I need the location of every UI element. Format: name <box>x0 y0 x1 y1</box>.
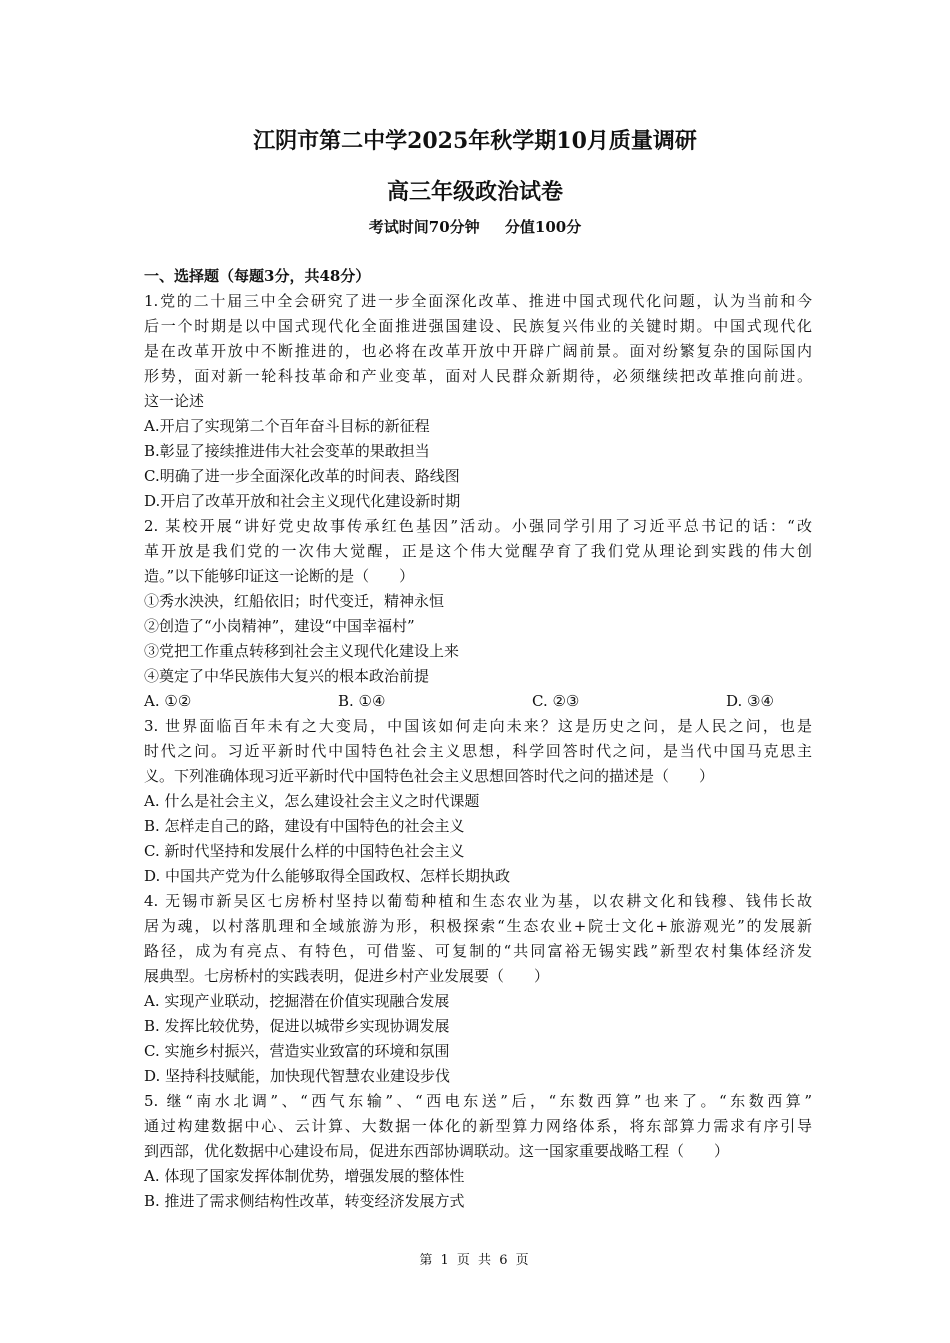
option-c: C. ②③ <box>532 692 580 710</box>
option-d: D. 坚持科技赋能，加快现代智慧农业建设步伐 <box>144 1067 451 1085</box>
page-footer: 第 1 页 共 6 页 <box>419 1253 531 1268</box>
statement-4: ④奠定了中华民族伟大复兴的根本政治前提 <box>144 667 430 685</box>
question-text-line: 居为魂，以村落肌理和全域旅游为形，积极探索“生态农业+院士文化+旅游观光”的发展新 <box>144 917 812 935</box>
question-text-line: 5. 继“南水北调”、“西气东输”、“西电东送”后，“东数西算”也来了。“东数西算” <box>144 1092 812 1110</box>
question-text-line: 4. 无锡市新吴区七房桥村坚持以葡萄种植和生态农业为基，以农耕文化和钱穆、钱伟长故 <box>144 892 812 910</box>
option-d: D. ③④ <box>726 692 774 710</box>
question-text-line: 革开放是我们党的一次伟大觉醒，正是这个伟大觉醒孕育了我们党从理论到实践的伟大创 <box>144 542 812 560</box>
option-a: A. 体现了国家发挥体制优势，增强发展的整体性 <box>144 1167 465 1185</box>
question-5 <box>144 1089 812 1214</box>
question-text-line: 时代之问。习近平新时代中国特色社会主义思想，科学回答时代之问，是当代中国马克思主 <box>144 742 812 760</box>
question-text-line: 这一论述 <box>144 392 205 410</box>
question-text-line: 展典型。七房桥村的实践表明，促进乡村产业发展要（ ） <box>144 967 550 985</box>
option-a: A. 什么是社会主义，怎么建设社会主义之时代课题 <box>144 792 480 810</box>
question-text-line: 义。下列准确体现习近平新时代中国特色社会主义思想回答时代之问的描述是（ ） <box>144 767 715 785</box>
option-c: C.明确了进一步全面深化改革的时间表、路线图 <box>144 467 460 485</box>
options-row <box>144 689 812 714</box>
statement-3: ③党把工作重点转移到社会主义现代化建设上来 <box>144 642 460 660</box>
question-text-line: 路径，成为有亮点、有特色，可借鉴、可复制的“共同富裕无锡实践”新型农村集体经济发 <box>144 942 812 960</box>
question-2 <box>144 514 812 714</box>
question-text-line: 1.党的二十届三中全会研究了进一步全面深化改革、推进中国式现代化问题，认为当前和今 <box>144 292 812 310</box>
option-b: B. 发挥比较优势，促进以城带乡实现协调发展 <box>144 1017 450 1035</box>
question-text-line: 形势，面对新一轮科技革命和产业变革，面对人民群众新期待，必须继续把改革推向前进。 <box>144 367 812 385</box>
option-b: B. ①④ <box>338 692 386 710</box>
statement-1: ①秀水泱泱，红船依旧；时代变迁，精神永恒 <box>144 592 445 610</box>
exam-time: 考试时间70分钟 <box>368 218 480 236</box>
exam-subtitle: 高三年级政治试卷 <box>386 179 563 205</box>
option-d: D. 中国共产党为什么能够取得全国政权、怎样长期执政 <box>144 867 511 885</box>
exam-title: 江阴市第二中学2025年秋学期10月质量调研 <box>253 128 697 154</box>
option-b: B. 怎样走自己的路，建设有中国特色的社会主义 <box>144 817 465 835</box>
question-text-line: 是在改革开放中不断推进的，也必将在改革开放中开辟广阔前景。面对纷繁复杂的国际国内 <box>144 342 812 360</box>
option-b: B.彰显了接续推进伟大社会变革的果敢担当 <box>144 442 430 460</box>
option-d: D.开启了改革开放和社会主义现代化建设新时期 <box>144 492 461 510</box>
exam-score: 分值100分 <box>504 218 582 236</box>
section-heading: 一、选择题（每题3分，共48分） <box>144 267 371 285</box>
question-text-line: 通过构建数据中心、云计算、大数据一体化的新型算力网络体系，将东部算力需求有序引导 <box>144 1117 812 1135</box>
question-text-line: 3. 世界面临百年未有之大变局，中国该如何走向未来？这是历史之问，是人民之问，也是 <box>144 717 812 735</box>
option-c: C. 新时代坚持和发展什么样的中国特色社会主义 <box>144 842 465 860</box>
question-text-line: 2. 某校开展“讲好党史故事传承红色基因”活动。小强同学引用了习近平总书记的话：“改 <box>144 517 812 535</box>
question-1 <box>144 289 812 514</box>
question-text-line: 造。”以下能够印证这一论断的是（ ） <box>144 567 415 585</box>
option-c: C. 实施乡村振兴，营造实业致富的环境和氛围 <box>144 1042 450 1060</box>
option-a: A.开启了实现第二个百年奋斗目标的新征程 <box>144 417 430 435</box>
exam-meta <box>0 216 950 237</box>
question-content <box>144 264 812 1214</box>
question-3 <box>144 714 812 889</box>
question-4 <box>144 889 812 1089</box>
question-text-line: 后一个时期是以中国式现代化全面推进强国建设、民族复兴伟业的关键时期。中国式现代化 <box>144 317 812 335</box>
statement-2: ②创造了“小岗精神”，建设“中国幸福村” <box>144 617 415 635</box>
option-a: A. 实现产业联动，挖掘潜在价值实现融合发展 <box>144 992 450 1010</box>
question-text-line: 到西部，优化数据中心建设布局，促进东西部协调联动。这一国家重要战略工程（ ） <box>144 1142 730 1160</box>
option-b: B. 推进了需求侧结构性改革，转变经济发展方式 <box>144 1192 465 1210</box>
option-a: A. ①② <box>144 692 192 710</box>
